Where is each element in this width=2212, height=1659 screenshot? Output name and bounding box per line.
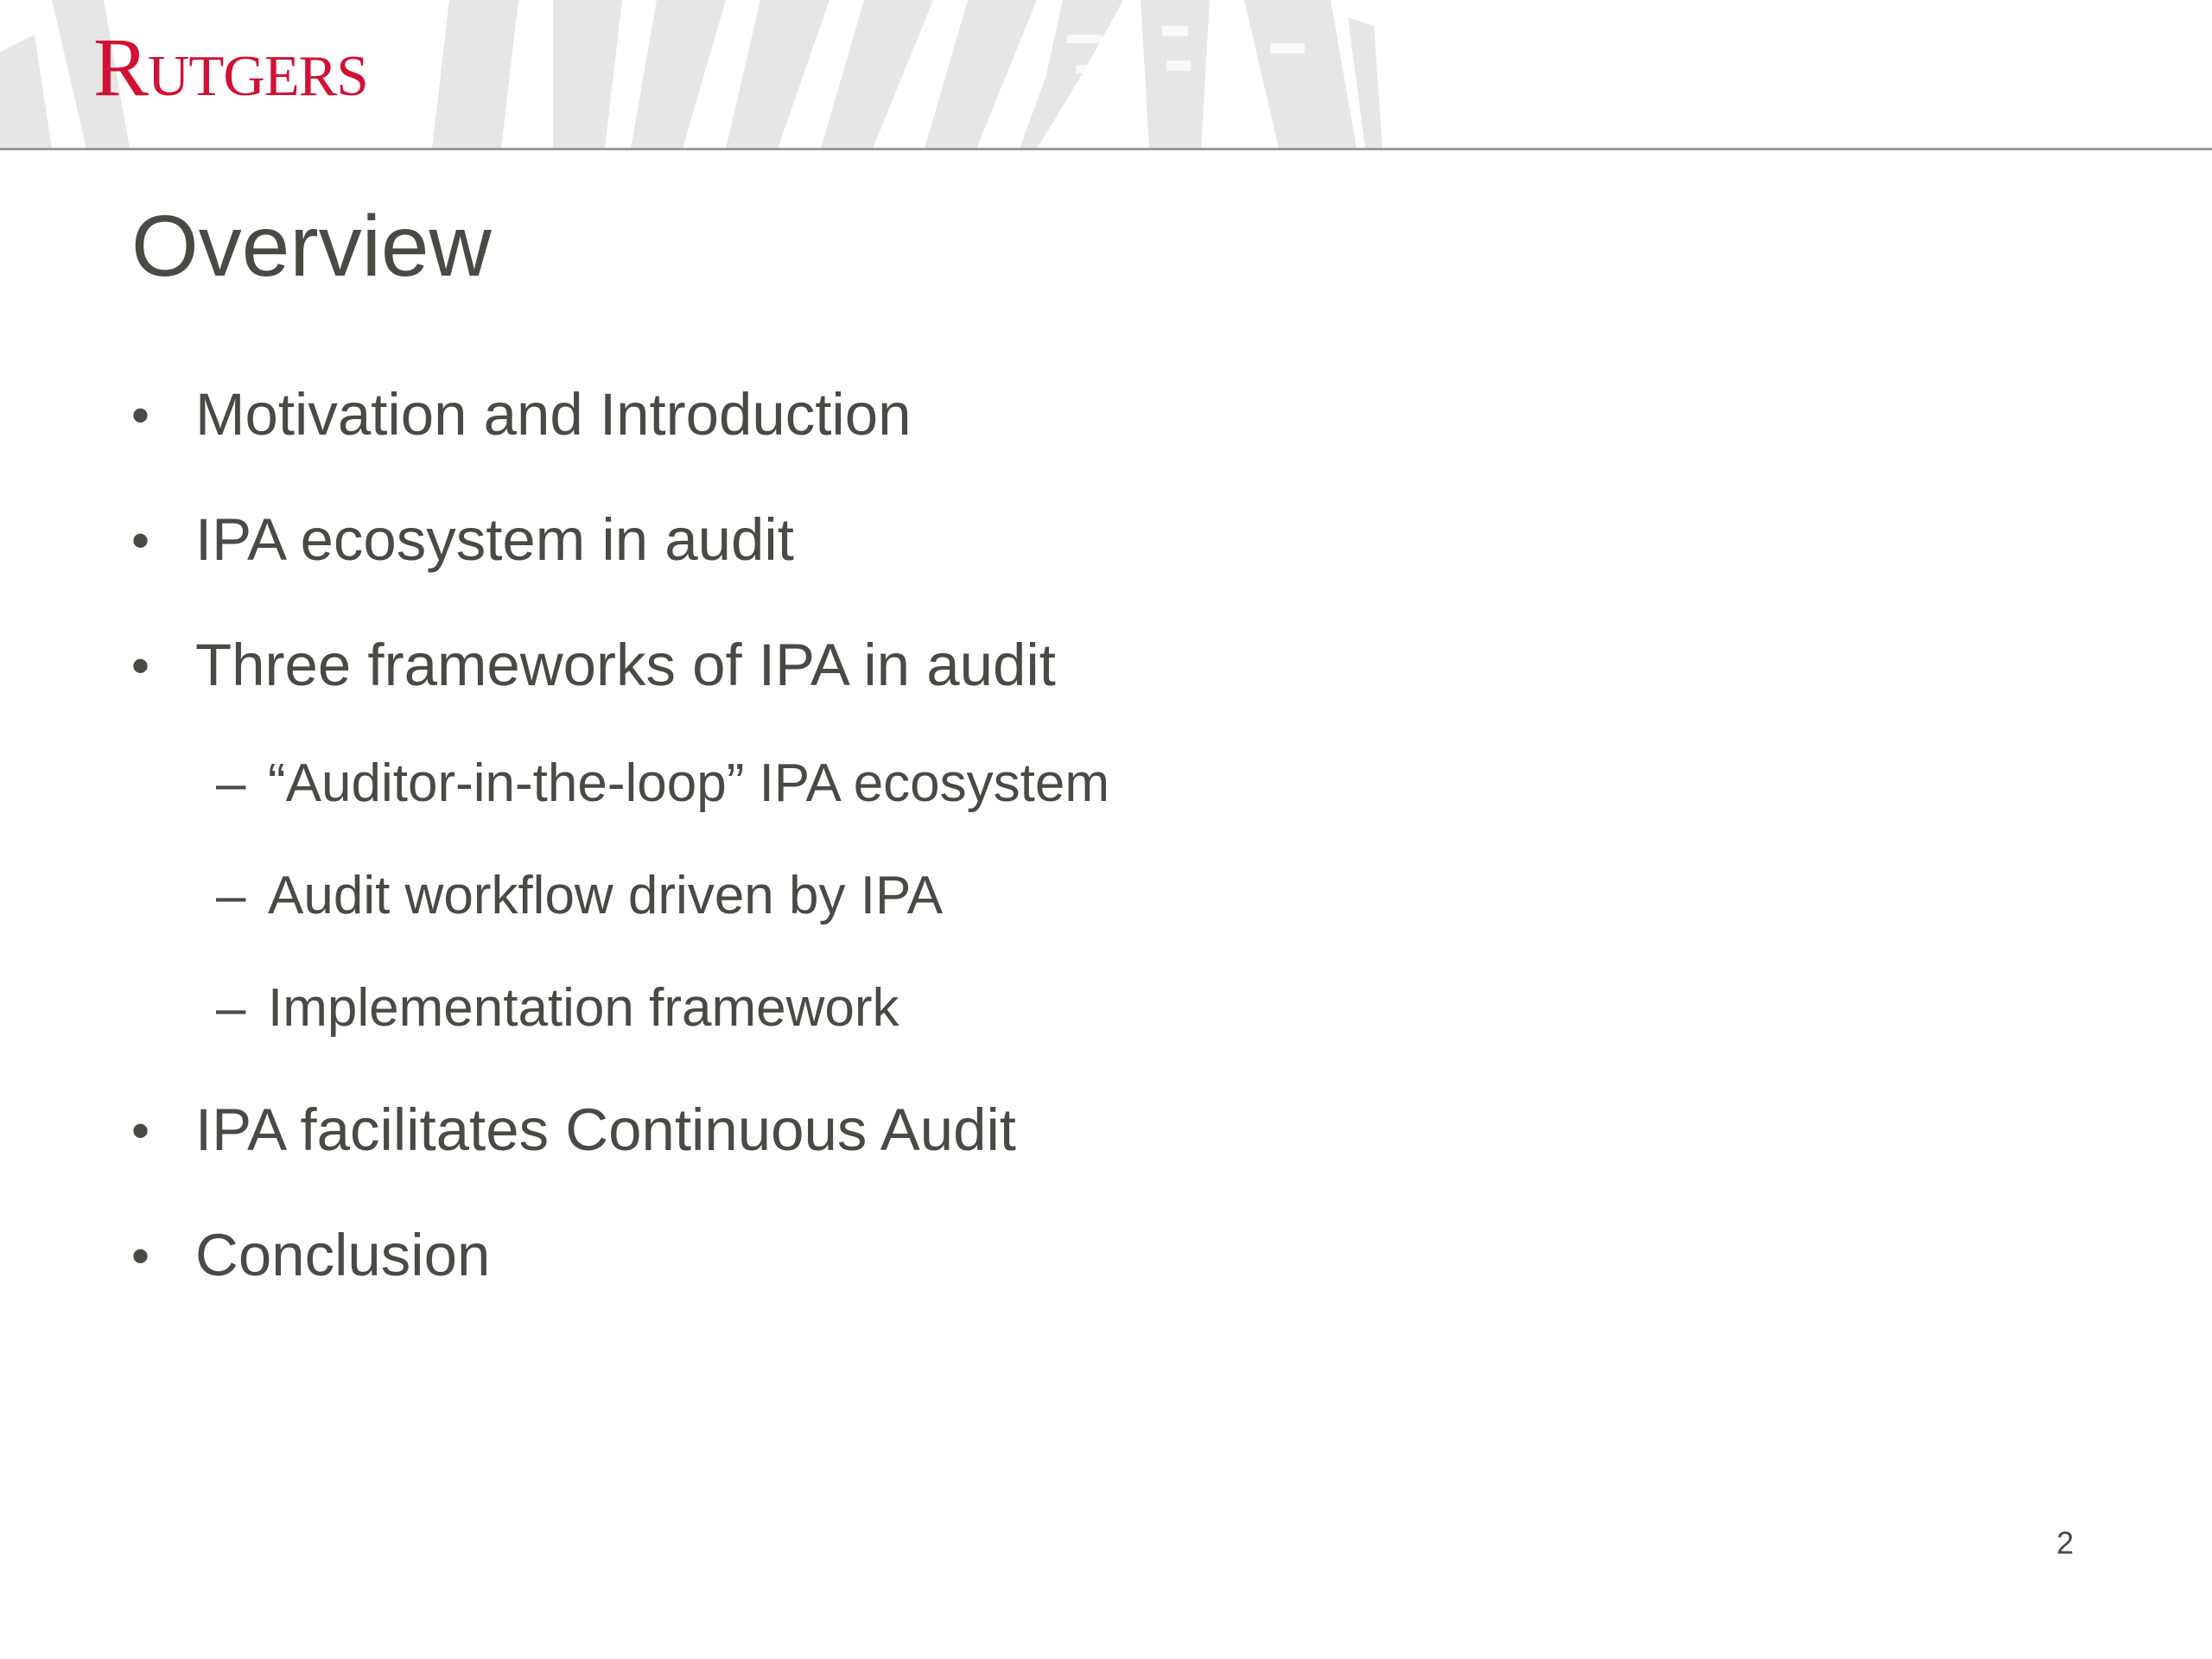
bullet-text: IPA facilitates Continuous Audit [195, 1096, 1016, 1163]
bullet-marker: • [131, 512, 150, 569]
sub-bullet-text: “Auditor-in-the-loop” IPA ecosystem [268, 753, 1110, 813]
page-number: 2 [2056, 1525, 2075, 1560]
bullet-marker: • [131, 1102, 150, 1160]
rutgers-logo: Rutgers [93, 21, 368, 113]
bullet-text: Three frameworks of IPA in audit [195, 632, 1056, 698]
bullet-text: IPA ecosystem in audit [195, 506, 794, 573]
bullet-text: Conclusion [195, 1222, 491, 1288]
header-watermark-band [0, 0, 2212, 149]
bullet-marker: • [131, 1227, 150, 1285]
sub-bullet-marker: – [216, 978, 246, 1038]
bullet-text: Motivation and Introduction [195, 381, 912, 448]
sub-bullet-marker: – [216, 753, 246, 813]
bullet-marker: • [131, 637, 150, 695]
header-divider [0, 148, 2212, 150]
sub-bullet-text: Audit workflow driven by IPA [268, 866, 944, 925]
sub-bullet-text: Implementation framework [268, 978, 899, 1038]
bullet-marker: • [131, 386, 150, 444]
sub-bullet-marker: – [216, 866, 246, 925]
slide-title: Overview [131, 198, 492, 295]
